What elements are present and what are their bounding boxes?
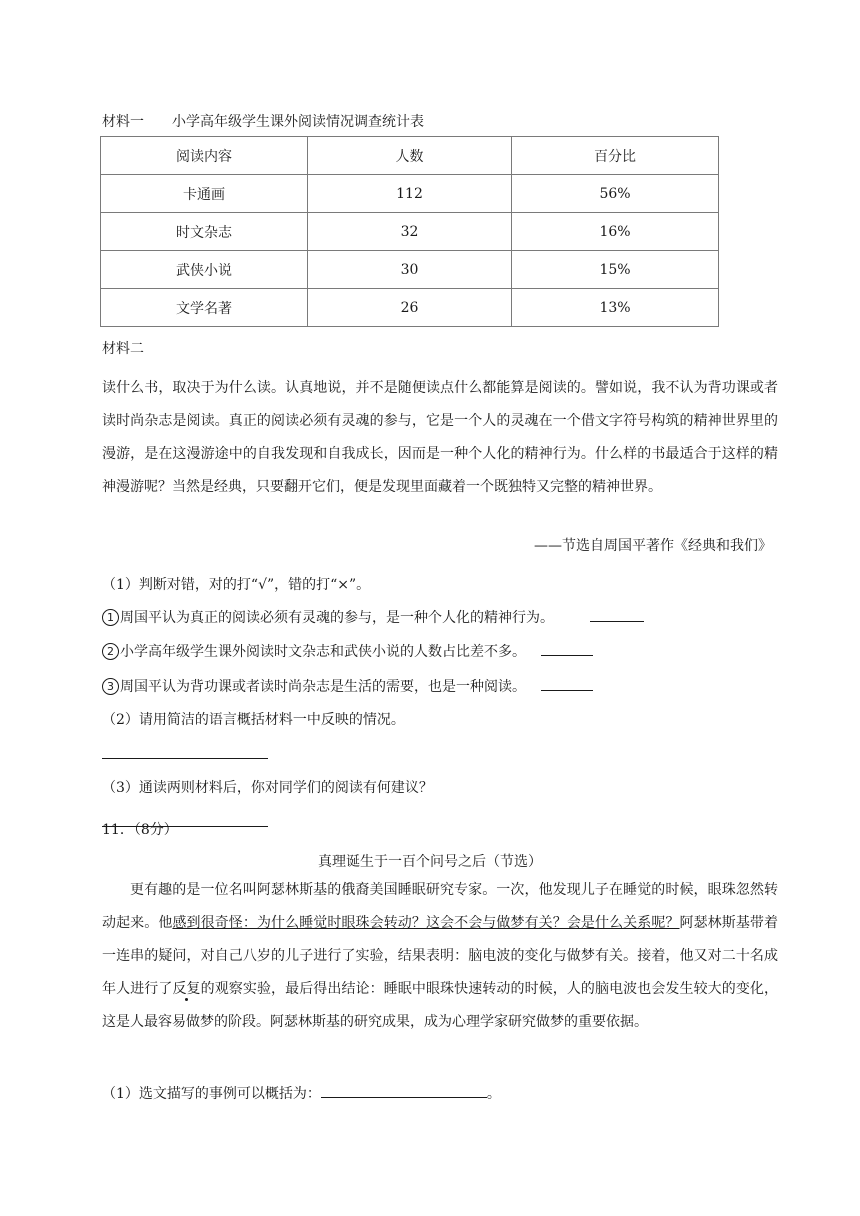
table-cell: 15% xyxy=(512,251,719,289)
question-11-header: 11．（8分） xyxy=(102,822,178,838)
table-row xyxy=(101,251,719,289)
answer-blank-q11-1[interactable] xyxy=(321,1083,487,1098)
passage-text-c: 的观察实验，最后得出结论：睡眠中眼珠快速转动的时候，人的脑电波也会发生较大的变化，这是人最容易做梦的阶段。阿瑟林斯基的研究成果，成为心理学家研究做梦的重要依据。 xyxy=(102,981,779,1030)
question-3-prompt: （3）通读两则材料后，你对同学们的阅读有何建议？ xyxy=(102,780,433,796)
answer-line-q2[interactable] xyxy=(102,758,268,759)
passage-text-a: 更有趣的是一位名叫阿瑟林斯基的俄裔美国睡眠研究专家。一次，他发现儿子在睡觉的时候，眼珠忽然转动起来。他 xyxy=(102,882,778,931)
header-cell: 人数 xyxy=(308,137,512,175)
table-cell: 30 xyxy=(308,251,512,289)
passage-paragraph xyxy=(102,874,778,1039)
emphasized-word: 反复 xyxy=(172,981,201,997)
table-cell: 时文杂志 xyxy=(101,213,308,251)
material2-text: 读什么书，取决于为什么读。认真地说，并不是随便读点什么都能算是阅读的。譬如说，我不认为背功课或者读时尚杂志是阅读。真正的阅读必须有灵魂的参与，它是一个人的灵魂在一个借文字符号构筑的精神世界里的漫游，是在这漫游途中的自我发现和自我成长，因而是一种个人化的精神行为。什么样的书最适合于这样的精神漫游呢？当然是经典，只要翻开它们，便是发现里面藏着一个既独特又完整的精神世界。 xyxy=(102,380,778,495)
header-cell: 百分比 xyxy=(512,137,719,175)
material2-label: 材料二 xyxy=(102,341,144,357)
item-number: 2 xyxy=(102,643,119,660)
passage-title: 真理诞生于一百个问号之后（节选） xyxy=(318,854,542,870)
item-number: 3 xyxy=(102,678,119,695)
q11-1-prompt: （1）选文描写的事例可以概括为： xyxy=(102,1086,321,1102)
answer-blank-1[interactable] xyxy=(590,607,644,622)
passage-text-b: 阿瑟林斯基带着一连串的疑问，对自己八岁的儿子进行了实验，结果表明：脑电波的变化与做梦有关。接着，他又对二十名成年人进行了 xyxy=(102,915,779,997)
item-text: 周国平认为真正的阅读必须有灵魂的参与，是一种个人化的精神行为。 xyxy=(120,610,554,626)
table-cell: 32 xyxy=(308,213,512,251)
answer-blank-2[interactable] xyxy=(541,641,593,656)
table-row xyxy=(101,175,719,213)
judgement-item-3 xyxy=(102,676,593,696)
table-cell: 武侠小说 xyxy=(101,251,308,289)
item-number: 1 xyxy=(102,609,119,626)
judgement-item-2 xyxy=(102,641,593,661)
table-cell: 文学名著 xyxy=(101,289,308,327)
question-1-prompt: （1）判断对错，对的打“√”，错的打“×”。 xyxy=(102,577,371,593)
table-cell: 112 xyxy=(308,175,512,213)
question-11-1 xyxy=(102,1083,501,1103)
material1-label: 材料一 xyxy=(102,114,144,130)
reading-survey-table xyxy=(100,136,719,327)
material2-paragraph xyxy=(102,339,778,504)
table-row xyxy=(101,213,719,251)
q11-1-end: 。 xyxy=(486,1086,501,1102)
table-cell: 26 xyxy=(308,289,512,327)
material1-heading xyxy=(102,111,424,131)
answer-blank-3[interactable] xyxy=(541,676,593,691)
underlined-text: 感到很奇怪：为什么睡觉时眼珠会转动？这会不会与做梦有关？会是什么关系呢？ xyxy=(172,915,680,931)
table-cell: 56% xyxy=(512,175,719,213)
table-header-row xyxy=(101,137,719,175)
header-cell: 阅读内容 xyxy=(101,137,308,175)
question-2-prompt: （2）请用简洁的语言概括材料一中反映的情况。 xyxy=(102,712,405,728)
item-text: 周国平认为背功课或者读时尚杂志是生活的需要，也是一种阅读。 xyxy=(120,679,526,695)
judgement-item-1 xyxy=(102,607,644,627)
table-cell: 卡通画 xyxy=(101,175,308,213)
table-cell: 13% xyxy=(512,289,719,327)
table-title: 小学高年级学生课外阅读情况调查统计表 xyxy=(172,114,424,130)
table-row xyxy=(101,289,719,327)
item-text: 小学高年级学生课外阅读时文杂志和武侠小说的人数占比差不多。 xyxy=(120,644,526,660)
table-cell: 16% xyxy=(512,213,719,251)
source-citation: ——节选自周国平著作《经典和我们》 xyxy=(534,538,772,554)
